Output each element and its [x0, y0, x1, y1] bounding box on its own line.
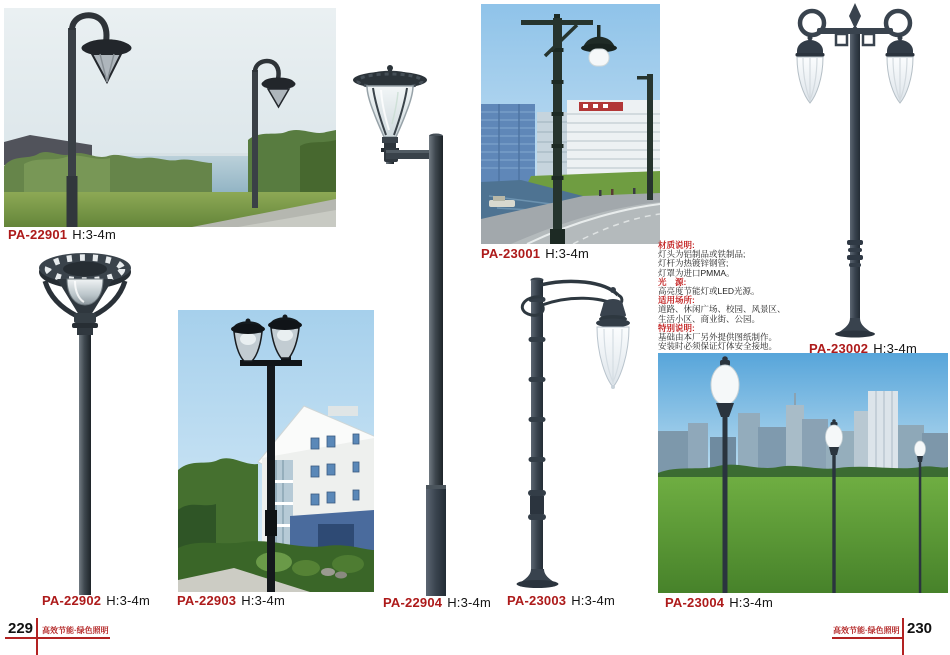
- product-image-pa-22904: [340, 58, 480, 598]
- product-image-pa-23002: [780, 2, 950, 340]
- product-image-pa-23003: [500, 275, 668, 592]
- landscape: [4, 8, 336, 227]
- spec-material-title: 材质说明:: [658, 240, 695, 250]
- product-height: H:3-4m: [241, 593, 286, 608]
- spec-line: 高亮度节能灯或LED光源。: [658, 286, 760, 297]
- product-label-pa-22901: [8, 227, 116, 242]
- arm-and-pole: [381, 134, 446, 597]
- product-code: PA-23002: [809, 341, 869, 356]
- right-footer-slogan: 高效节能·绿色照明: [833, 626, 900, 635]
- teardrop-lamp: [596, 287, 630, 389]
- spec-line: 灯罩为进口PMMA。: [658, 267, 735, 278]
- product-label-pa-23001: [481, 246, 589, 261]
- product-label-pa-22902: [42, 593, 150, 608]
- spec-light-title: 光 源:: [658, 276, 687, 287]
- left-footer-underline: [5, 637, 110, 639]
- photo-pa-23001: [481, 4, 660, 244]
- hanging-cone-lamp-left: [796, 36, 825, 104]
- product-label-pa-23003: [507, 593, 615, 608]
- product-code: PA-23001: [481, 246, 541, 261]
- product-height: H:3-4m: [571, 593, 616, 608]
- product-code: PA-22903: [177, 593, 237, 608]
- left-footer-slogan: 高效节能·绿色照明: [42, 626, 109, 635]
- spec-line: 基础由本厂另外提供图纸制作。: [658, 332, 778, 343]
- product-label-pa-22903: [177, 593, 285, 608]
- product-height: H:3-4m: [729, 595, 774, 610]
- product-code: PA-22904: [383, 595, 443, 610]
- spec-line: 道路、休闲广场、校园、风景区、: [658, 304, 786, 315]
- spec-special-title: 特别说明:: [658, 322, 695, 333]
- product-code: PA-22902: [42, 593, 102, 608]
- product-code: PA-22901: [8, 227, 68, 242]
- spec-line: 生活小区、商业街、公园。: [658, 313, 761, 324]
- product-image-pa-22902: [15, 245, 155, 595]
- photo-pa-23004: [658, 353, 948, 593]
- product-label-pa-23004: [665, 595, 773, 610]
- product-height: H:3-4m: [106, 593, 151, 608]
- buildings: [481, 100, 660, 182]
- spec-line: 灯头为铝制品或铁制品;: [658, 249, 746, 260]
- right-footer-underline: [832, 637, 904, 639]
- product-height: H:3-4m: [72, 227, 117, 242]
- product-code: PA-23004: [665, 595, 725, 610]
- waterfront: [481, 171, 660, 244]
- left-page-number: 229: [8, 620, 34, 637]
- spec-line: 灯杆为热镀锌钢管;: [658, 258, 729, 269]
- product-label-pa-23002: [809, 341, 917, 356]
- spec-text-block: [658, 241, 794, 351]
- product-height: H:3-4m: [873, 341, 918, 356]
- lamp-pole: [835, 34, 875, 338]
- product-height: H:3-4m: [447, 595, 492, 610]
- photo-pa-22901: [4, 8, 336, 227]
- lamp-pole: [517, 278, 559, 588]
- product-code: PA-23003: [507, 593, 567, 608]
- product-label-pa-22904: [383, 595, 491, 610]
- right-page-number: 230: [907, 620, 933, 637]
- spec-usage-title: 适用场所:: [658, 295, 695, 306]
- lamp-head: [39, 253, 131, 316]
- spec-line: 安装时必须保证灯体安全接地。: [658, 341, 778, 352]
- lamp-head: [353, 65, 427, 137]
- product-height: H:3-4m: [545, 246, 590, 261]
- lawn: [658, 465, 948, 593]
- lamp-pole: [72, 313, 98, 595]
- hanging-cone-lamp-right: [886, 36, 915, 104]
